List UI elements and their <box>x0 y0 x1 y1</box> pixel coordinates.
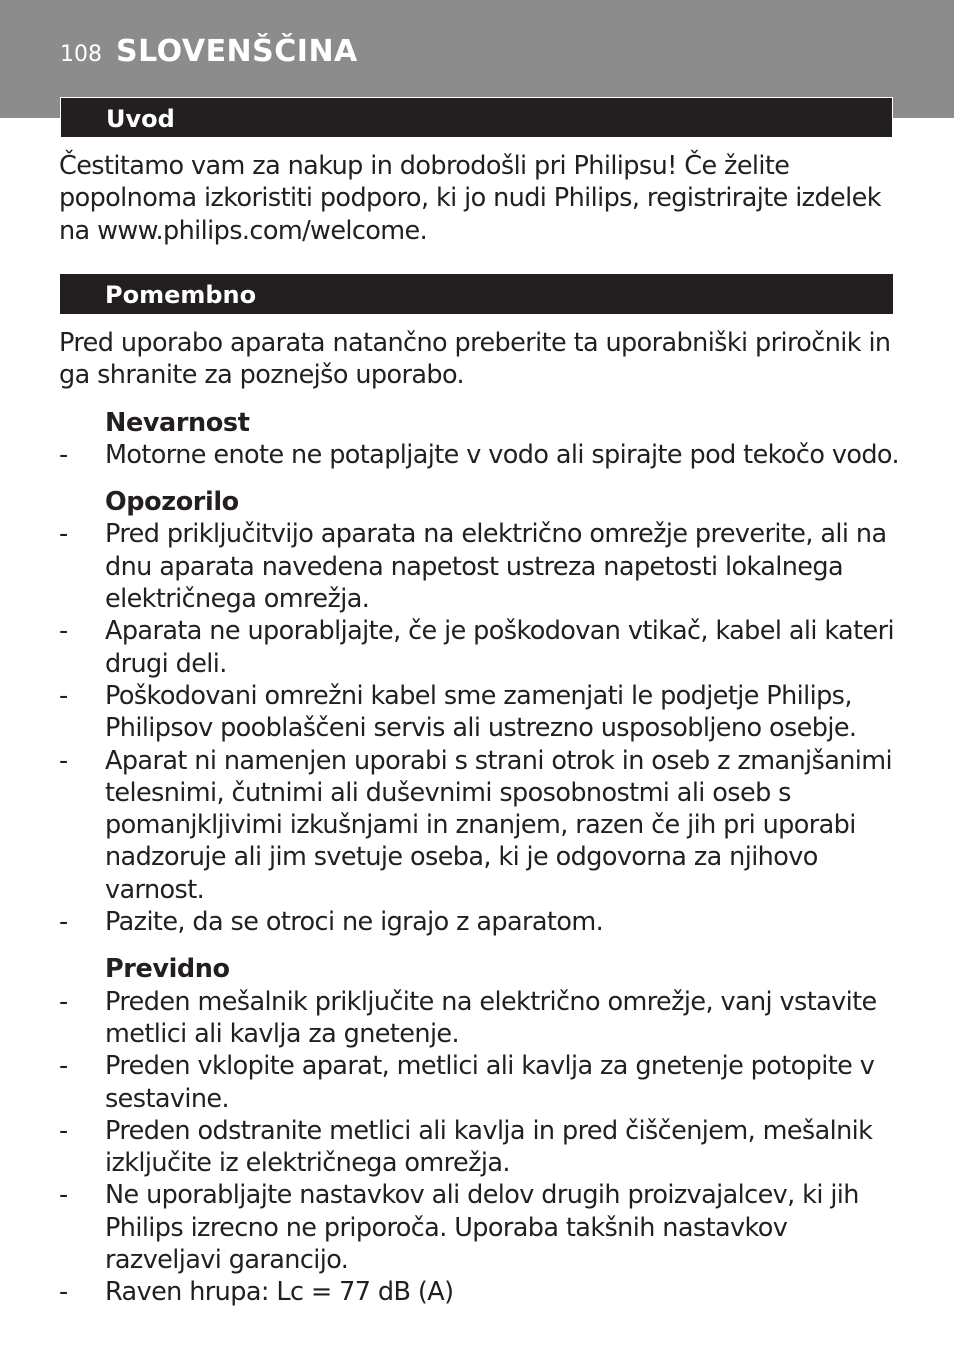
bullet-dash: - <box>59 439 68 470</box>
bullet-dash: - <box>59 1051 68 1082</box>
bullet-dash: - <box>59 986 68 1017</box>
bullet-dash: - <box>59 745 68 776</box>
bullet-dash: - <box>59 1115 68 1146</box>
page-language-title: SLOVENŠČINA <box>116 34 358 69</box>
important-intro: Pred uporabo aparata natančno preberite ta uporabniški priročnik in ga shranite za poznejšo uporabo. <box>59 328 891 391</box>
subheading-nevarnost: Nevarnost <box>105 407 250 438</box>
list-item: - Aparat ni namenjen uporabi s strani otrok in oseb z zmanjšanimi telesnimi, čutnimi ali duševnimi sposobnostmi ali oseb s pomanjkljivimi izkušnjami in znanjem, razen če jih pri uporabi nadzoruje ali jim svetuje oseba, ki je odgovorna za njihovo varnost. <box>59 745 893 905</box>
list-item: - Aparata ne uporabljajte, če je poškodovan vtikač, kabel ali kateri drugi deli. <box>59 616 894 679</box>
bullet-dash: - <box>59 519 68 550</box>
list-item: - Motorne enote ne potapljajte v vodo ali spirajte pod tekočo vodo. <box>59 439 899 470</box>
intro-paragraph-block <box>59 150 899 247</box>
important-content <box>59 327 899 1309</box>
list-item: - Pred priključitvijo aparata na električno omrežje preverite, ali na dnu aparata navedena napetost ustreza napetosti lokalnega električnega omrežja. <box>59 519 887 615</box>
bullet-dash: - <box>59 1277 68 1308</box>
bullet-dash: - <box>59 1180 68 1211</box>
list-item: - Preden odstranite metlici ali kavlja in pred čiščenjem, mešalnik izključite iz električnega omrežja. <box>59 1115 873 1179</box>
list-item: - Pazite, da se otroci ne igrajo z aparatom. <box>59 907 604 938</box>
subheading-previdno: Previdno <box>105 954 230 985</box>
page-header <box>60 34 358 69</box>
list-item: - Raven hrupa: Lc = 77 dB (A) <box>59 1277 454 1308</box>
bullet-dash: - <box>59 907 68 938</box>
list-item: - Preden vklopite aparat, metlici ali kavlja za gnetenje potopite v sestavine. <box>59 1051 875 1114</box>
section-heading-pomembno: Pomembno <box>60 274 893 314</box>
list-item: - Ne uporabljajte nastavkov ali delov drugih proizvajalcev, ki jih Philips izrecno ne priporoča. Uporaba takšnih nastavkov razveljavi garancijo. <box>59 1180 859 1276</box>
section-heading-uvod: Uvod <box>60 97 893 138</box>
intro-paragraph: Čestitamo vam za nakup in dobrodošli pri Philipsu! Če želite popolnoma izkoristiti podporo, ki jo nudi Philips, registrirajte izdelek na www.philips.com/welcome. <box>59 151 881 246</box>
page-number: 108 <box>60 42 102 67</box>
list-item: - Poškodovani omrežni kabel sme zamenjati le podjetje Philips, Philipsov pooblaščeni servis ali ustrezno usposobljeno osebje. <box>59 680 857 744</box>
bullet-dash: - <box>59 616 68 647</box>
list-item: - Preden mešalnik priključite na električno omrežje, vanj vstavite metlici ali kavlja za gnetenje. <box>59 986 877 1049</box>
bullet-dash: - <box>59 680 68 711</box>
subheading-opozorilo: Opozorilo <box>105 487 239 518</box>
